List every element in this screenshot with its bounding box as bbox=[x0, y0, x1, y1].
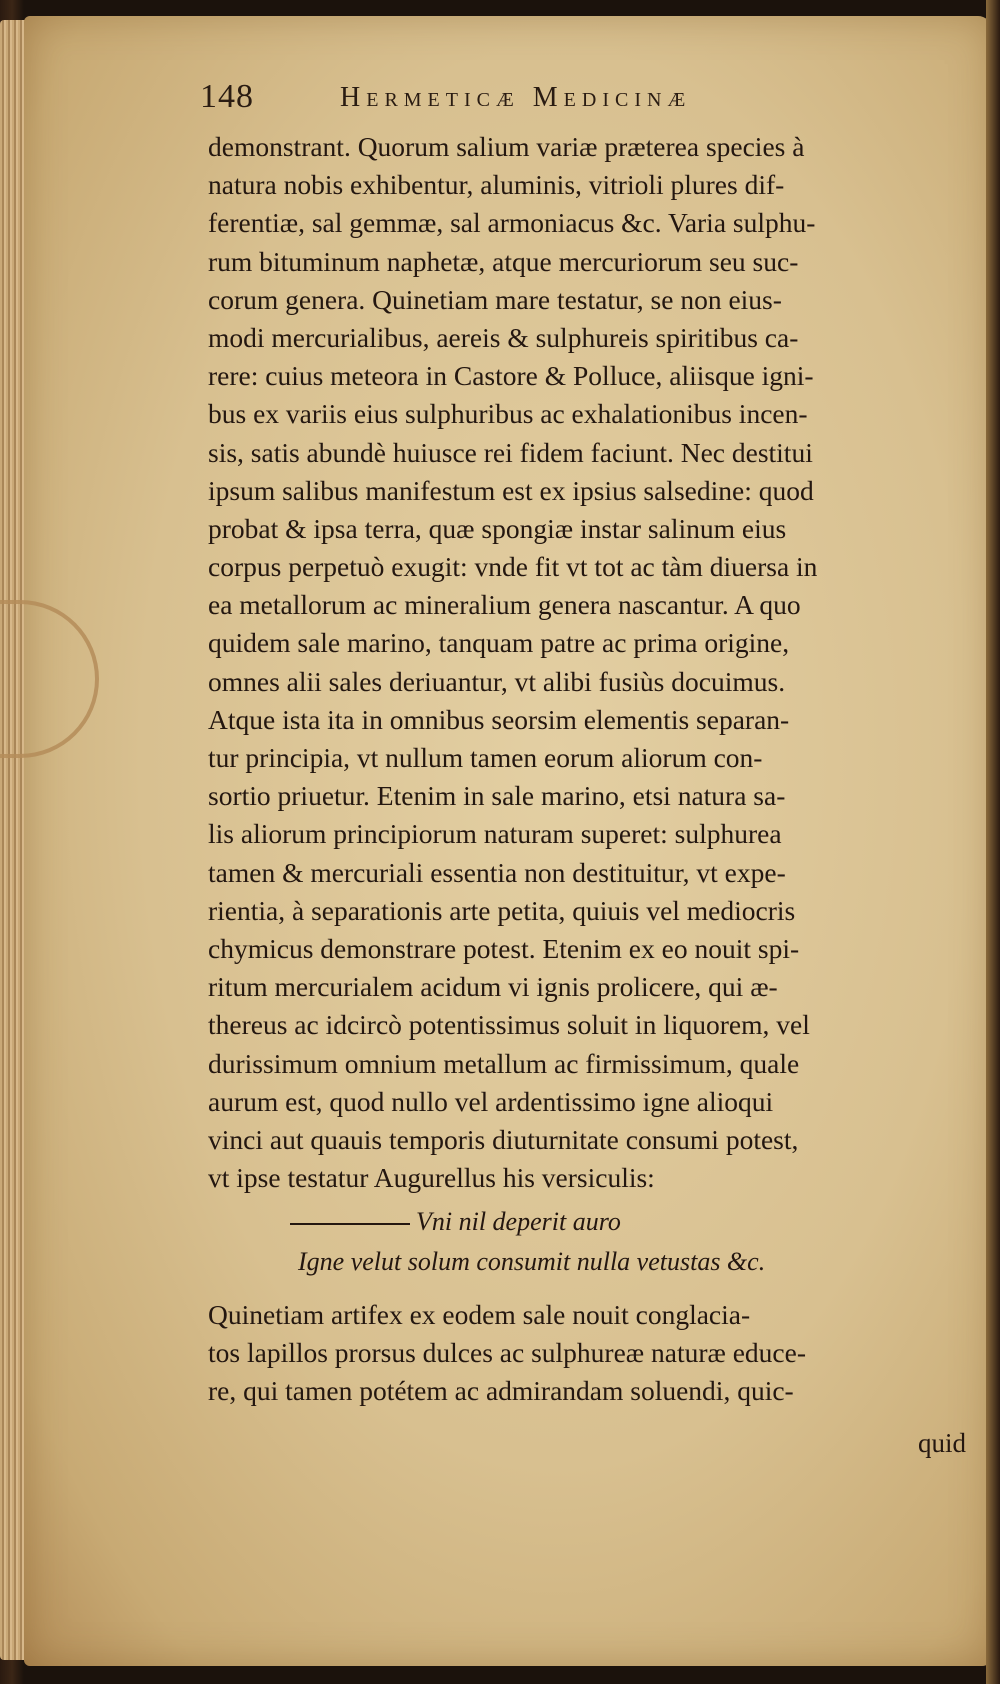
text-line: corum genera. Quinetiam mare testatur, se non eius- bbox=[208, 283, 782, 315]
text-line: sortio priuetur. Etenim in sale marino, etsi natura sa- bbox=[208, 780, 786, 812]
text-line: chymicus demonstrare potest. Etenim ex eo nouit spi- bbox=[208, 932, 800, 964]
page-header bbox=[200, 78, 960, 118]
text-line: Atque ista ita in omnibus seorsim elementis separan- bbox=[208, 703, 790, 735]
verse-line-1-text: Vni nil deperit auro bbox=[416, 1207, 621, 1236]
text-line: tos lapillos prorsus dulces ac sulphureæ naturæ educe- bbox=[208, 1337, 806, 1369]
text-line: natura nobis exhibentur, aluminis, vitrioli plures dif- bbox=[208, 169, 785, 201]
text-line: durissimum omnium metallum ac firmissimum, quale bbox=[208, 1047, 800, 1079]
text-line: re, qui tamen potétem ac admirandam soluendi, quic- bbox=[208, 1375, 794, 1407]
catchword: quid bbox=[917, 1428, 966, 1458]
text-line: lis aliorum principiorum naturam superet: sulphurea bbox=[208, 818, 782, 850]
text-line: quidem sale marino, tanquam patre ac prima origine, bbox=[208, 627, 790, 659]
text-line: demonstrant. Quorum salium variæ præterea species à bbox=[208, 131, 805, 162]
main-paragraph bbox=[208, 128, 968, 1197]
text-line: modi mercurialibus, aereis & sulphureis spiritibus ca- bbox=[208, 321, 799, 353]
text-line: rientia, à separationis arte petita, quiuis vel mediocris bbox=[208, 894, 796, 926]
text-line: ferentiæ, sal gemmæ, sal armoniacus &c. Varia sulphu- bbox=[208, 207, 816, 239]
running-title: Hermeticæ Medicinæ bbox=[340, 82, 692, 113]
text-line: probat & ipsa terra, quæ spongiæ instar salinum eius bbox=[208, 512, 787, 544]
verse-dash bbox=[290, 1223, 410, 1225]
page-number: 148 bbox=[200, 78, 254, 115]
text-line: rum bituminum naphetæ, atque mercuriorum seu suc- bbox=[208, 245, 799, 277]
text-line: ipsum salibus manifestum est ex ipsius salsedine: quod bbox=[208, 474, 814, 506]
text-line: vt ipse testatur Augurellus his versiculis: bbox=[208, 1162, 655, 1194]
text-line: ritum mercurialem acidum vi ignis prolicere, qui æ- bbox=[208, 971, 778, 1003]
right-shadow-edge bbox=[986, 0, 1000, 1684]
text-line: sis, satis abundè huiusce rei fidem faciunt. Nec destitui bbox=[208, 436, 813, 468]
text-line: Quinetiam artifex ex eodem sale nouit conglacia- bbox=[208, 1299, 751, 1330]
text-line: aurum est, quod nullo vel ardentissimo igne alioqui bbox=[208, 1085, 774, 1117]
text-line: corpus perpetuò exugit: vnde fit vt tot ac tàm diuersa in bbox=[208, 551, 818, 583]
verse-quotation bbox=[290, 1202, 940, 1282]
text-line: rere: cuius meteora in Castore & Polluce, aliisque igni- bbox=[208, 360, 814, 392]
text-line: omnes alii sales deriuantur, vt alibi fusiùs docuimus. bbox=[208, 665, 786, 697]
text-line: tamen & mercuriali essentia non destituitur, vt expe- bbox=[208, 856, 786, 888]
text-line: vinci aut quauis temporis diuturnitate consumi potest, bbox=[208, 1123, 799, 1155]
text-line: tur principia, vt nullum tamen eorum aliorum con- bbox=[208, 742, 763, 773]
text-line: thereus ac idcircò potentissimus soluit in liquorem, vel bbox=[208, 1009, 810, 1041]
second-paragraph bbox=[208, 1296, 968, 1411]
verse-line-2: Igne velut solum consumit nulla vetustas &c. bbox=[298, 1247, 766, 1276]
verse-line-1 bbox=[290, 1202, 940, 1242]
text-line: ea metallorum ac mineralium genera nascantur. A quo bbox=[208, 589, 801, 621]
text-line: bus ex variis eius sulphuribus ac exhalationibus incen- bbox=[208, 398, 808, 430]
